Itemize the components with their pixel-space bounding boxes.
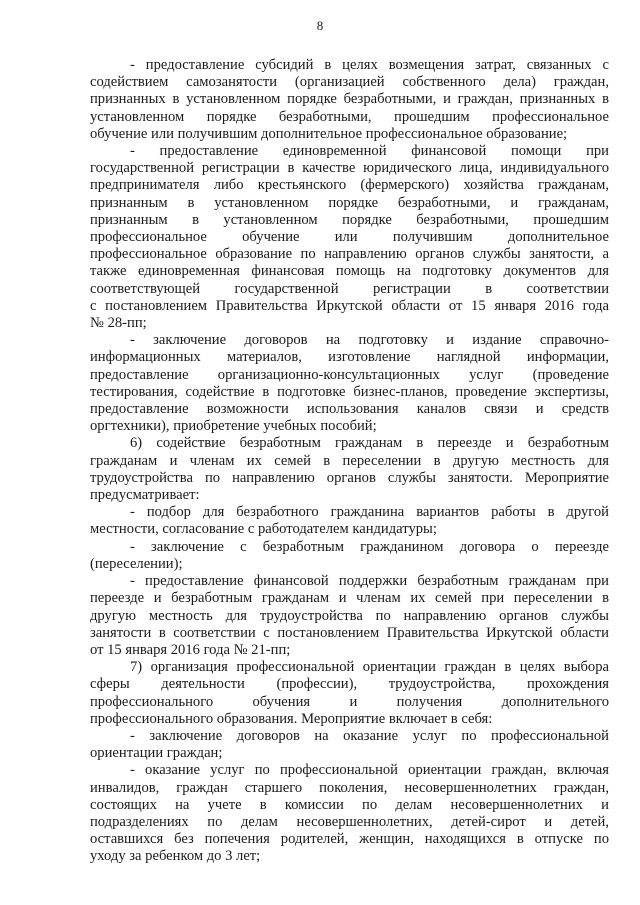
text-line: другую местность для трудоустройства по направлению органов службы: [90, 607, 609, 624]
text-line: оргтехники), приобретение учебных пособий;: [90, 418, 377, 435]
text-line: (переселении);: [90, 555, 183, 572]
text-line: предусматривает:: [90, 487, 200, 504]
text-line: гражданам и членам их семей в переселении в другую местность для: [90, 452, 609, 469]
text-line: инвалидов, граждан старшего поколения, несовершеннолетних граждан,: [90, 779, 609, 796]
text-line: профессионального образования. Мероприятие включает в себя:: [90, 710, 493, 727]
text-line: оставшихся без попечения родителей, женщин, находящихся в отпуске по: [90, 831, 609, 848]
text-line: обучение или получившим дополнительное профессиональное образование;: [90, 125, 568, 142]
page-number: 8: [316, 18, 324, 33]
text-line: также единовременная финансовая помощь на подготовку документов для: [90, 263, 609, 280]
paragraph: [90, 539, 609, 573]
text-line: местности, согласование с работодателем кандидатуры;: [90, 521, 437, 538]
text-line: № 28-пп;: [90, 315, 147, 332]
paragraph: [90, 659, 609, 728]
text-line: предоставление возможности использования каналов связи и средств: [90, 401, 609, 418]
text-line: - заключение договоров на оказание услуг по профессиональной: [130, 727, 609, 744]
paragraph: [90, 435, 609, 504]
text-line: признанным в установленном порядке безработными, прошедшим: [90, 211, 609, 228]
paragraph: [90, 143, 609, 332]
text-line: переезде и безработным гражданам и членам их семей при переселении в: [90, 590, 609, 607]
text-line: предпринимателя либо крестьянского (фермерского) хозяйства гражданам,: [90, 177, 609, 194]
text-line: признанным в установленном порядке безработными, и гражданам,: [90, 194, 609, 211]
text-line: занятости в соответствии с постановлением Правительства Иркутской области: [90, 624, 609, 641]
text-line: 6) содействие безработным гражданам в переезде и безработным: [130, 435, 609, 452]
text-line: признанных в установленном порядке безработными, и граждан, признанных в: [90, 91, 609, 108]
text-line: соответствующей государственной регистрации в соответствии: [90, 280, 609, 297]
text-line: профессиональное обучение или получившим дополнительное: [90, 229, 609, 246]
text-line: - предоставление субсидий в целях возмещения затрат, связанных с: [130, 57, 609, 73]
text-line: подразделениях по делам несовершеннолетних, детей-сирот и детей,: [90, 813, 609, 830]
paragraph: [90, 332, 609, 435]
paragraph: [90, 573, 609, 659]
text-line: состоящих на учете в комиссии по делам несовершеннолетних и: [90, 796, 609, 813]
text-line: - подбор для безработного гражданина вариантов работы в другой: [130, 504, 609, 521]
text-line: 7) организация профессиональной ориентации граждан в целях выбора: [130, 659, 609, 676]
text-line: тестирования, содействие в подготовке бизнес-планов, проведение экспертизы,: [90, 383, 609, 400]
text-line: - оказание услуг по профессиональной ориентации граждан, включая: [130, 762, 609, 779]
text-line: - предоставление единовременной финансовой помощи при: [130, 143, 609, 160]
paragraph: [90, 57, 609, 143]
text-line: с постановлением Правительства Иркутской области от 15 января 2016 года: [90, 297, 609, 314]
text-line: предоставление организационно-консультационных услуг (проведение: [90, 366, 609, 383]
text-line: от 15 января 2016 года № 21-пп;: [90, 641, 291, 658]
text-line: - заключение договоров на подготовку и издание справочно-: [130, 332, 609, 349]
paragraph: [90, 728, 609, 762]
text-line: установленном порядке безработными, прошедшим профессиональное: [90, 108, 609, 125]
paragraph: [90, 762, 609, 865]
document-body: [90, 57, 609, 866]
text-line: информационных материалов, изготовление наглядной информации,: [90, 349, 609, 366]
text-line: - предоставление финансовой поддержки безработным гражданам при: [130, 573, 609, 590]
text-line: профессионального обучения и получения дополнительного: [90, 693, 609, 710]
text-line: профессиональное образование по направлению органов службы занятости, а: [90, 246, 609, 263]
text-line: трудоустройства по направлению органов службы занятости. Мероприятие: [90, 469, 609, 486]
text-line: сферы деятельности (профессии), трудоустройства, прохождения: [90, 676, 609, 693]
text-line: содействием самозанятости (организацией собственного дела) граждан,: [90, 74, 609, 91]
paragraph: [90, 504, 609, 538]
text-line: - заключение с безработным гражданином договора о переезде: [130, 538, 609, 555]
text-line: государственной регистрации в качестве юридического лица, индивидуального: [90, 160, 609, 177]
text-line: уходу за ребенком до 3 лет;: [90, 848, 261, 865]
text-line: ориентации граждан;: [90, 745, 223, 762]
